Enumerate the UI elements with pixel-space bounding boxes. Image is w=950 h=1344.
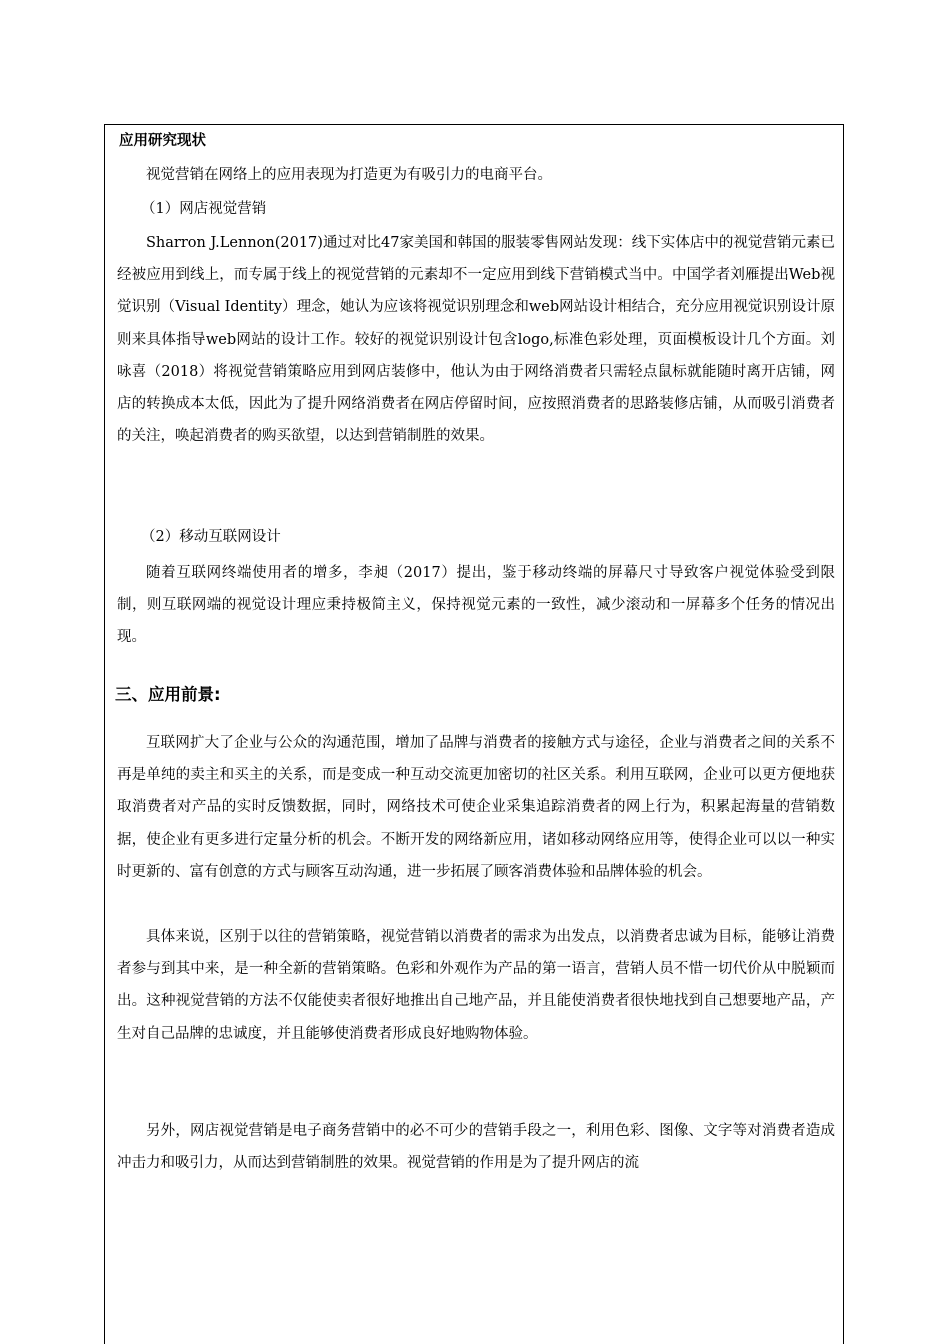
item2-paragraph: 随着互联网终端使用者的增多，李昶（2017）提出，鉴于移动终端的屏幕尺寸导致客户视觉体验受到限制，则互联网端的视觉设计理应秉持极简主义，保持视觉元素的一致性，减少滚动和一屏幕多个任务的情况出现。 xyxy=(117,565,835,646)
section-heading: 三、应用前景: xyxy=(115,685,221,704)
intro-paragraph: 视觉营销在网络上的应用表现为打造更为有吸引力的电商平台。 xyxy=(146,167,552,183)
prospect-paragraph-1: 互联网扩大了企业与公众的沟通范围，增加了品牌与消费者的接触方式与途径，企业与消费者之间的关系不再是单纯的卖主和买主的关系，而是变成一种互动交流更加密切的社区关系。利用互联网，企业可以更方便地获取消费者对产品的实时反馈数据，同时，网络技术可使企业采集追踪消费者的网上行为，积累起海量的营销数据，使企业有更多进行定量分析的机会。不断开发的网络新应用，诸如移动网络应用等，使得企业可以以一种实时更新的、富有创意的方式与顾客互动沟通，进一步拓展了顾客消费体验和品牌体验的机会。 xyxy=(117,735,835,880)
item1-paragraph: Sharron J.Lennon(2017)通过对比47家美国和韩国的服装零售网站发现：线下实体店中的视觉营销元素已经被应用到线上，而专属于线上的视觉营销的元素却不一定应用到线下营销模式当中。中国学者刘雁提出Web视觉识别（Visual Identity）理念，她认为应该将视觉识别理念和web网站设计相结合，充分应用视觉识别设计原则来具体指导web网站的设计工作。较好的视觉识别设计包含logo,标准色彩处理，页面模板设计几个方面。刘咏喜（2018）将视觉营销策略应用到网店装修中，他认为由于网络消费者只需轻点鼠标就能随时离开店铺，网店的转换成本太低，因此为了提升网络消费者在网店停留时间，应按照消费者的思路装修店铺，从而吸引消费者的关注，唤起消费者的购买欲望，以达到营销制胜的效果。 xyxy=(117,235,835,445)
prospect-paragraph-2: 具体来说，区别于以往的营销策略，视觉营销以消费者的需求为出发点，以消费者忠诚为目标，能够让消费者参与到其中来，是一种全新的营销策略。色彩和外观作为产品的第一语言，营销人员不惜一切代价从中脱颖而出。这种视觉营销的方法不仅能使卖者很好地推出自己地产品，并且能使消费者很快地找到自己想要地产品，产生对自己品牌的忠诚度，并且能够使消费者形成良好地购物体验。 xyxy=(117,929,835,1042)
sub-heading: 应用研究现状 xyxy=(119,132,206,149)
prospect-paragraph-3: 另外，网店视觉营销是电子商务营销中的必不可少的营销手段之一，利用色彩、图像、文字等对消费者造成冲击力和吸引力，从而达到营销制胜的效果。视觉营销的作用是为了提升网店的流 xyxy=(117,1123,835,1172)
document-table-cell xyxy=(104,124,844,1344)
item2-label: （2）移动互联网设计 xyxy=(141,529,281,545)
item1-label: （1）网店视觉营销 xyxy=(141,201,267,217)
